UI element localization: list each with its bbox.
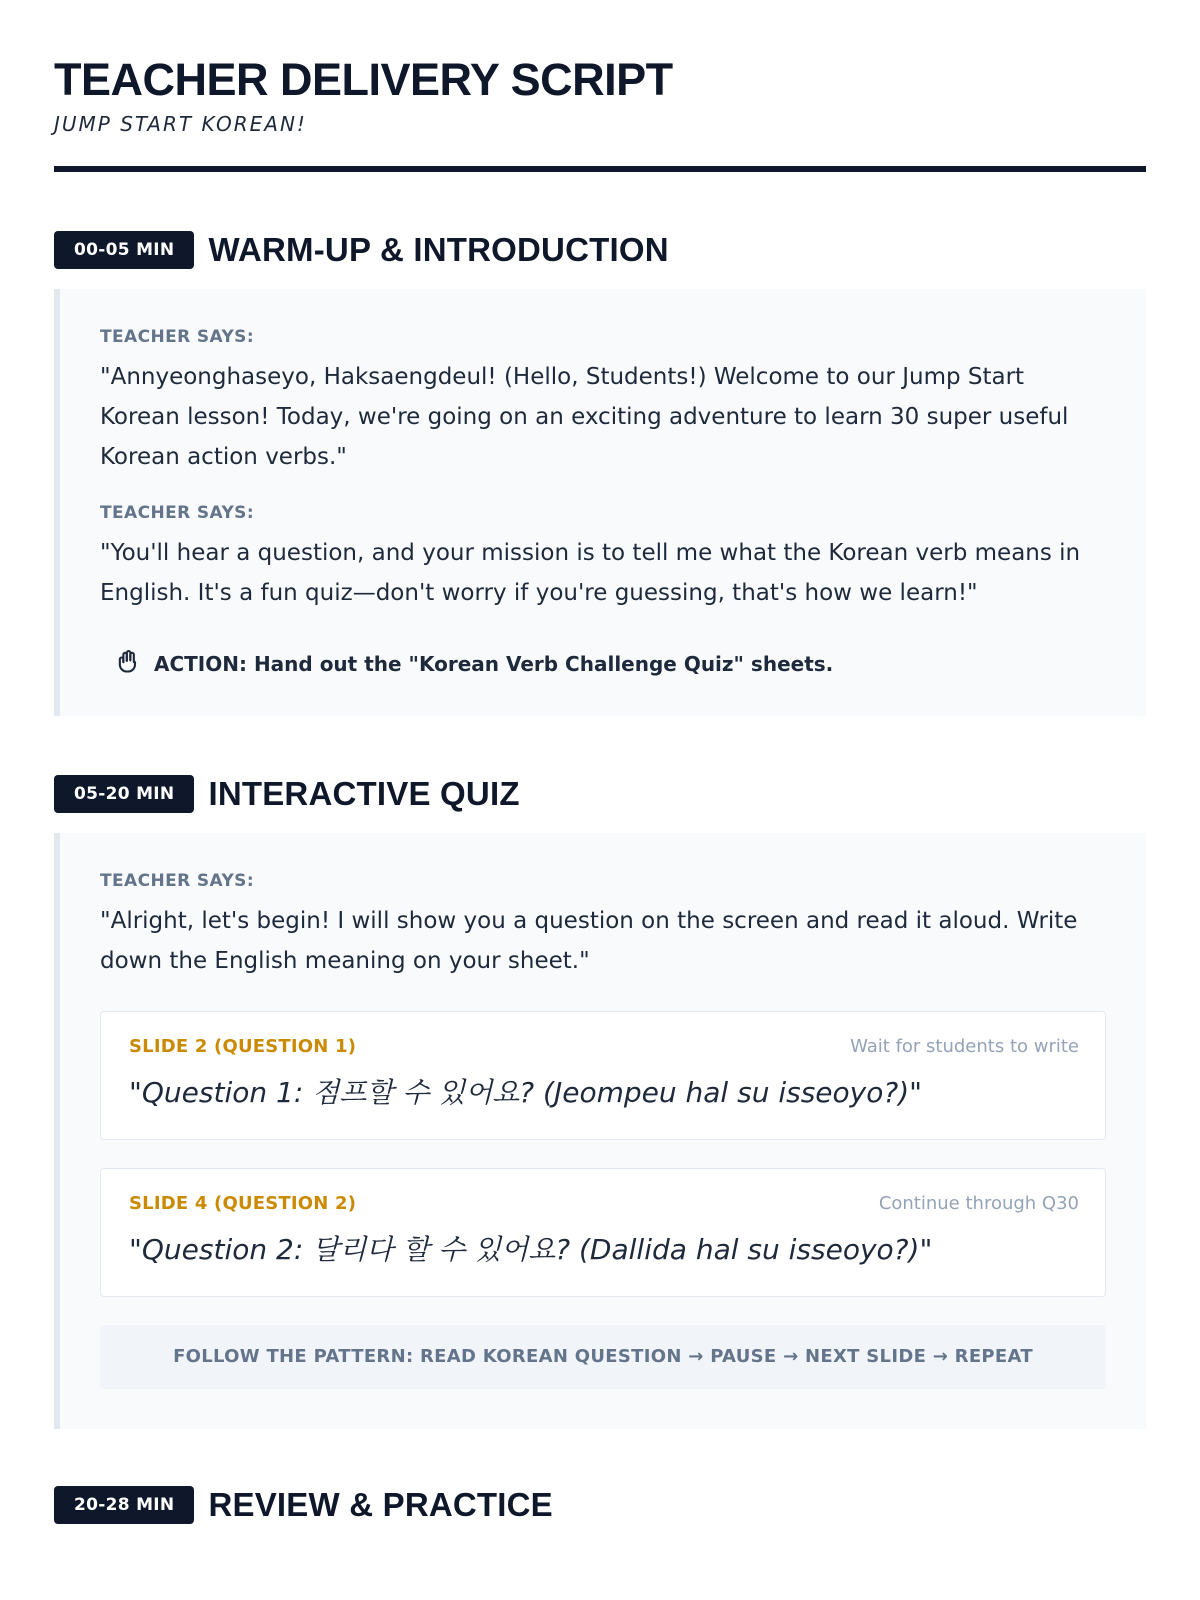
section-header-review [54, 1485, 1146, 1525]
teacher-says-label: TEACHER SAYS: [100, 327, 255, 347]
section-header-quiz [54, 774, 1146, 814]
section-title: REVIEW & PRACTICE [208, 1486, 553, 1523]
section-header-warm-up [54, 230, 1146, 270]
page-title: TEACHER DELIVERY SCRIPT [54, 54, 673, 105]
slide-label: SLIDE 4 (QUESTION 2) [129, 1193, 357, 1214]
title-divider [54, 166, 1146, 172]
page-subtitle: JUMP START KOREAN! [54, 112, 307, 136]
teacher-says-text: "Alright, let's begin! I will show you a question on the screen and read it aloud. Write down the English meaning on your sheet." [100, 908, 1078, 974]
section-title: WARM-UP & INTRODUCTION [208, 231, 669, 268]
pattern-banner: FOLLOW THE PATTERN: READ KOREAN QUESTION → PAUSE → NEXT SLIDE → REPEAT [100, 1325, 1106, 1389]
time-badge: 20-28 MIN [54, 1486, 194, 1524]
action-text: ACTION: Hand out the "Korean Verb Challenge Quiz" sheets. [154, 651, 834, 676]
slide-note: Continue through Q30 [878, 1193, 1079, 1214]
teacher-says-text: "You'll hear a question, and your mission is to tell me what the Korean verb means in English. It's a fun quiz—don't worry if you're guessing, that's how we learn!" [100, 540, 1081, 606]
slide-note: Wait for students to write [850, 1036, 1079, 1057]
section-card-warm-up [54, 289, 1146, 716]
slide-question: "Question 1: 점프할 수 있어요? (Jeompeu hal su isseoyo?)" [129, 1076, 923, 1109]
hand-icon [114, 647, 154, 680]
time-badge: 05-20 MIN [54, 775, 194, 813]
teacher-says-label: TEACHER SAYS: [100, 871, 255, 891]
action-note [100, 647, 1106, 680]
slide-question: "Question 2: 달리다 할 수 있어요? (Dallida hal su isseoyo?)" [129, 1233, 933, 1266]
slide-card-question-2 [100, 1168, 1106, 1297]
section-title: INTERACTIVE QUIZ [208, 775, 520, 812]
teacher-says-label: TEACHER SAYS: [100, 503, 255, 523]
slide-card-question-1 [100, 1011, 1106, 1140]
section-card-quiz [54, 833, 1146, 1429]
time-badge: 00-05 MIN [54, 231, 194, 269]
teacher-says-text: "Annyeonghaseyo, Haksaengdeul! (Hello, Students!) Welcome to our Jump Start Korean lesson! Today, we're going on an exciting adventure to learn 30 super useful Korean action verbs." [100, 364, 1069, 470]
slide-label: SLIDE 2 (QUESTION 1) [129, 1036, 357, 1057]
